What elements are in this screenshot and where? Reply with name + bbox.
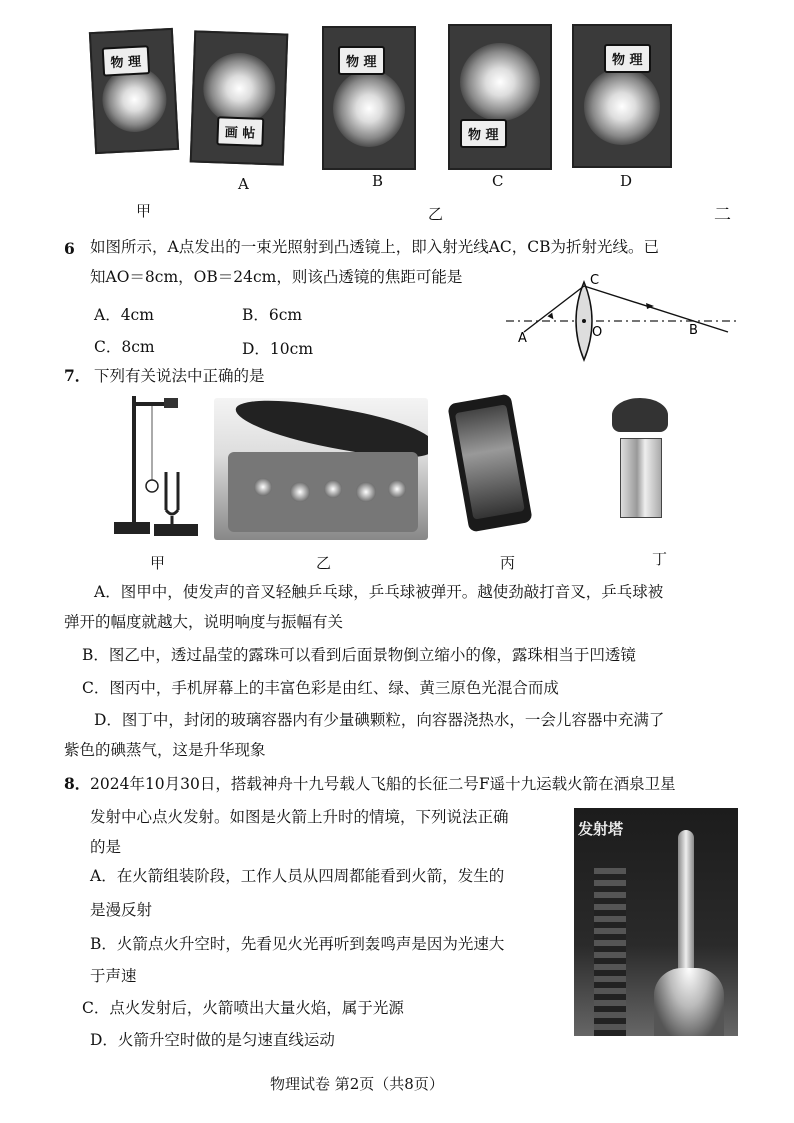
caption-yi: 乙 xyxy=(316,554,332,572)
card-text: 物 理 xyxy=(102,45,150,76)
q6-option-c: C．8cm xyxy=(94,338,155,356)
caption-yi: 乙 xyxy=(428,205,444,223)
point-o xyxy=(582,319,586,323)
card-c xyxy=(448,24,552,170)
caption-ding: 丁 xyxy=(652,550,668,568)
stand-rod xyxy=(132,396,136,526)
q6-number: 6 xyxy=(64,239,75,258)
q7-option-b: B．图乙中，透过晶莹的露珠可以看到后面景物倒立缩小的像，露珠相当于凹透镜 xyxy=(82,646,636,664)
figure-ding-flask xyxy=(612,398,668,432)
label-b: B xyxy=(372,172,384,190)
figure-yi xyxy=(214,398,428,540)
page-footer: 物理试卷 第2页（共8页） xyxy=(270,1075,444,1093)
q7-option-d-line2: 紫色的碘蒸气，这是升华现象 xyxy=(64,741,266,759)
q8-line1: 2024年10月30日，搭载神舟十九号载人飞船的长征二号F遥十九运载火箭在酒泉卫星 xyxy=(90,775,676,793)
label-d: D xyxy=(620,172,633,190)
card-text: 物 理 xyxy=(604,44,651,73)
ping-pong-ball xyxy=(146,480,158,492)
launch-tower xyxy=(594,868,626,1036)
rocket-photo xyxy=(574,808,738,1036)
q8-option-b-line1: B．火箭点火升空时，先看见火光再听到轰鸣声是因为光速大 xyxy=(90,935,505,953)
label-c: C xyxy=(492,172,504,190)
label-a: A xyxy=(238,175,249,193)
card-d xyxy=(572,24,672,168)
figure-jia xyxy=(108,388,218,546)
q8-number: 8． xyxy=(64,774,91,793)
clamp xyxy=(164,398,178,408)
q6-option-d: D．10cm xyxy=(242,340,314,358)
card-b xyxy=(322,26,416,170)
fork-base xyxy=(154,524,198,536)
lens-diagram xyxy=(496,270,746,370)
q8-option-c: C．点火发射后，火箭喷出大量火焰，属于光源 xyxy=(82,999,404,1017)
q6-option-b: B．6cm xyxy=(242,306,303,324)
stand-base xyxy=(114,522,150,534)
card-text: 物 理 xyxy=(460,119,507,148)
q6-line1: 如图所示，A点发出的一束光照射到凸透镜上，即入射光线AC，CB为折射光线。已 xyxy=(90,238,659,256)
q7-option-a-line1: A．图甲中，使发声的音叉轻触乒乓球，乒乓球被弹开。越使劲敲打音叉，乒乓球被 xyxy=(94,583,664,601)
q8-option-d: D．火箭升空时做的是匀速直线运动 xyxy=(90,1031,335,1049)
card-text: 物 理 xyxy=(338,46,385,75)
q8-option-a-line1: A．在火箭组装阶段，工作人员从四周都能看到火箭，发生的 xyxy=(90,867,505,885)
card-text: 画 帖 xyxy=(216,116,264,147)
q6-option-a: A．4cm xyxy=(94,306,154,324)
margin-note: 二 xyxy=(714,205,731,225)
launch-tower-label: 发射塔 xyxy=(578,820,624,838)
caption-jia: 甲 xyxy=(150,554,166,572)
point-c-label: C xyxy=(590,273,600,288)
rocket xyxy=(678,830,694,980)
tuning-fork xyxy=(166,472,178,526)
point-o-label: O xyxy=(592,325,603,340)
q7-option-d-line1: D．图丁中，封闭的玻璃容器内有少量碘颗粒，向容器浇热水，一会儿容器中充满了 xyxy=(94,711,665,729)
figure-bing xyxy=(447,393,533,532)
point-a-label: A xyxy=(518,331,527,346)
q8-line2: 发射中心点火发射。如图是火箭上升时的情境，下列说法正确 xyxy=(90,808,509,826)
ray-cb xyxy=(584,286,728,332)
q7-option-c: C．图丙中，手机屏幕上的丰富色彩是由红、绿、黄三原色光混合而成 xyxy=(82,679,559,697)
rocket-flame xyxy=(654,968,724,1036)
caption-bing: 丙 xyxy=(500,554,516,572)
ray-ac xyxy=(524,286,584,332)
q7-stem: 下列有关说法中正确的是 xyxy=(94,367,265,385)
q8-line3: 的是 xyxy=(90,838,122,856)
q7-number: 7． xyxy=(64,366,91,385)
q8-option-a-line2: 是漫反射 xyxy=(90,901,153,919)
figure-ding-container xyxy=(620,438,662,518)
card-a xyxy=(190,30,289,165)
point-b-label: B xyxy=(689,323,698,338)
q8-option-b-line2: 于声速 xyxy=(90,967,137,985)
caption-jia: 甲 xyxy=(136,202,152,220)
q6-line2: 知AO＝8cm，OB＝24cm，则该凸透镜的焦距可能是 xyxy=(90,268,463,286)
q7-option-a-line2: 弹开的幅度就越大，说明响度与振幅有关 xyxy=(64,613,344,631)
card-jia xyxy=(89,28,179,154)
